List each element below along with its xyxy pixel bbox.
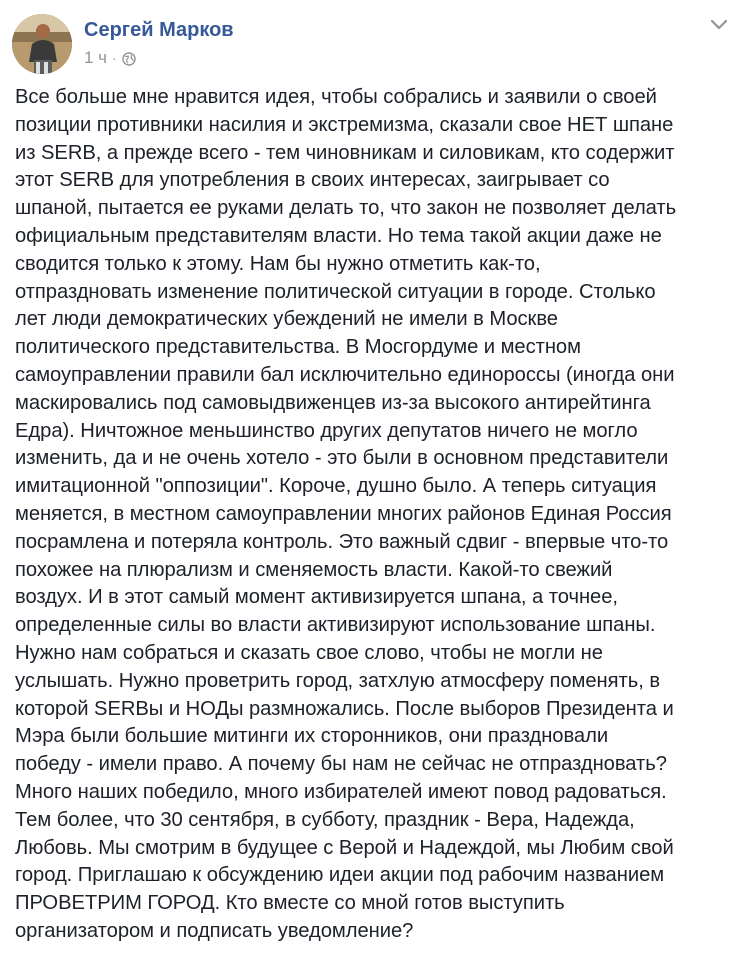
post-subline — [84, 48, 234, 68]
post-timestamp[interactable]: 1 ч — [84, 48, 108, 67]
separator-dot: · — [112, 50, 117, 66]
post-header — [12, 14, 234, 78]
post-meta — [84, 14, 234, 68]
chevron-down-icon[interactable] — [710, 18, 728, 32]
globe-icon[interactable] — [122, 51, 136, 65]
avatar[interactable] — [12, 14, 72, 74]
author-name[interactable]: Сергей Марков — [84, 19, 234, 41]
post-body-text: Все больше мне нравится идея, чтобы собрались и заявили о своей позиции противники насилия и экстремизма, сказали свое НЕТ шпане из SERB, а прежде всего - тем чиновникам и силовикам, кто содержит этот SERB для употребления в своих интересах, заигрывает со шпаной, пытается ее руками делать то, что закон не позволяет делать официальным представителям власти. Но тема такой акции даже не сводится только к этому. Нам бы нужно отметить как-то, отпраздновать изменение политической ситуации в городе. Столько лет люди демократических убеждений не имели в Москве политического представительства. В Мосгордуме и местном самоуправлении правили бал исключительно единороссы (иногда они маскировались под самовыдвиженцев из-за высокого антирейтинга Едра). Ничтожное меньшинство других депутатов ничего не могло изменить, да и не очень хотело - это были в основном представители имитационной "оппозиции". Короче, душно было. А теперь ситуация меняется, в местном самоуправлении многих районов Единая Россия посрамлена и потеряла контроль. Это важный сдвиг - впервые что-то похожее на плюрализм и сменяемость власти. Какой-то свежий воздух. И в этот самый момент активизируется шпана, а точнее, определенные силы во власти активизируют использование шпаны. Нужно нам собраться и сказать свое слово, чтобы не могли не услышать. Нужно проветрить город, затхлую атмосферу поменять, в которой SERBы и НОДы размножались. После выборов Президента и Мэра были большие митинги их сторонников, они праздновали победу - имели право. А почему бы нам не сейчас не отпраздновать? Много наших победило, много избирателей имеют повод радоваться. Тем более, что 30 сентября, в субботу, праздник - Вера, Надежда, Любовь. Мы смотрим в будущее с Верой и Надеждой, мы Любим свой город. Приглашаю к обсуждению идеи акции под рабочим названием ПРОВЕТРИМ ГОРОД. Кто вместе со мной готов выступить организатором и подписать уведомление? — [15, 86, 677, 942]
